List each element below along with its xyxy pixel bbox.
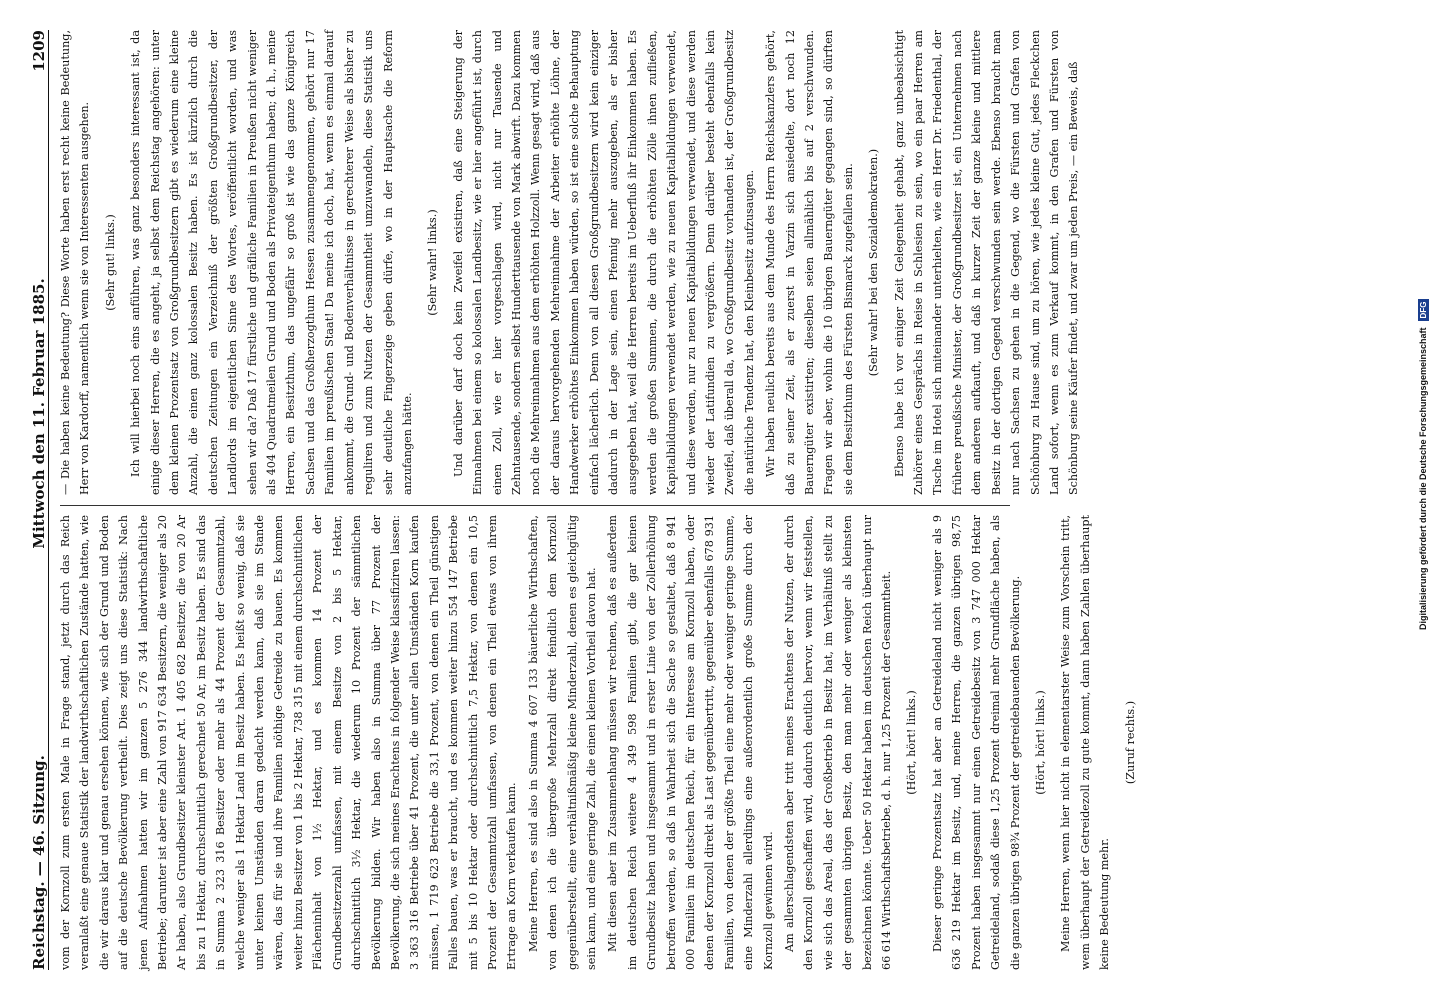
dfg-logo-icon: DFG xyxy=(1418,299,1429,322)
right-column xyxy=(56,30,1086,495)
page-number: 1209 xyxy=(30,30,48,72)
paragraph: Am allerschlagendsten aber tritt meines Erachtens der Nutzen, der durch den Kornzoll geschaffen wird, dadurch deutlich hervor, wenn wir feststellen, wie sich das Areal, das der Großbetrieb in Besitz hat, im Verhältniß stellt zu der gesammten übrigen Besitz, den man mehr oder weniger als kleinsten bezeichnen könnte. Ueber 50 Hektar haben im deutschen Reich überhaupt nur 66 614 Wirthschaftsbetriebe, d. h. nur 1,25 Prozent der Gesammtheit. xyxy=(783,515,894,970)
paragraph: Wir haben neulich bereits aus dem Munde des Herrn Reichskanzlers gehört, daß zu seiner Zeit, als er zuerst in Varzin sich ansiedelte, dort noch 12 Bauerngüter existirten; dieselben seien allmählich bis auf 2 verschwunden. Fragen wir aber, wohin die 10 übrigen Bauerngüter gegangen sind, so dürften sie dem Besitzthum des Fürsten Bismarck zugefallen sein. xyxy=(764,30,855,495)
paragraph: Meine Herren, es sind also in Summa 4 607 133 bäuerliche Wirthschaften, von denen ich die übergroße Mehrzahl direkt feindlich dem Kornzoll gegenüberstellt, eine verhältnißmäßig kleine Minderzahl, denen es gleichgültig sein kann, und eine geringe Zahl, die einen kleinen Vortheil davon hat. xyxy=(526,515,598,970)
paragraph: — Die haben keine Bedeutung? Diese Worte haben erst recht keine Bedeutung, Herr von Kardorff, namentlich wenn sie von Interessenten ausgehen. xyxy=(59,30,92,495)
interjection: (Sehr wahr! links.) xyxy=(426,209,440,316)
interjection: (Hört, hört! links.) xyxy=(905,690,919,795)
paragraph: vom der Kornzoll zum ersten Male in Frage stand, jetzt durch das Reich veranlaßt eine genaue Statistik der landwirthschaftlichen Zustände hatten, wie die wir daraus klar und genau ersehen können, wie sich der Grund und Boden auf die deutsche Bevölkerung vertheilt. Dies zeigt uns diese Statistik: Nach jenen Aufnahmen hatten wir im ganzen 5 276 344 landwirthschaftliche Betriebe; darunter ist aber eine Zahl von 917 634 Besitzern, die weniger als 20 Ar haben, also Grundbesitzer kleinster Art. 1 405 682 Besitzer, die von 20 Ar bis zu 1 Hektar, durchschnittlich gerechnet 50 Ar, im Besitz haben. Es sind das in Summa 2 323 316 Besitzer oder mehr als 44 Prozent der Gesammtzahl, welche weniger als 1 Hektar Land im Besitz haben. Es heißt so wenig, daß sie unter keinen Umständen daran gedacht werden kann, daß sie im Stande wären, das für sie und ihre Familien nöthige Getreide zu bauen. Es kommen weiter hinzu Besitzer von 1 bis 2 Hektar, 738 315 mit einem durchschnittlichen Flächeninhalt von 1½ Hektar, und es kommen 14 Prozent der Grundbesitzerzahl umfassen, mit einem Besitze von 2 bis 5 Hektar, durchschnittlich 3½ Hektar, die wiederum 10 Prozent der sämmtlichen Bevölkerung bilden. Wir haben also in Summa über 77 Prozent der Bevölkerung, die sich meines Erachtens in folgender Weise klassifiziren lassen: 3 363 316 Betriebe über 41 Prozent, die unter allen Umständen Korn kaufen müssen, 1 719 623 Betriebe die 33,1 Prozent, von denen ein Theil günstigen Falles bauen, was er braucht, und es kommen weiter hinzu 554 147 Betriebe mit 5 bis 10 Hektar oder durchschnittlich 7,5 Hektar, von denen ein 10,5 Prozent der Gesammtzahl umfassen, von denen ein Theil etwas von ihrem Ertrage an Korn verkaufen kann. xyxy=(59,515,519,970)
paragraph: Ich will hierbei noch eins anführen, was ganz besonders interessant ist, da einige dieser Herren, die es angeht, ja selbst dem Reichstag angehören: unter dem kleinen Prozentsatz von Großgrundbesitzern gibt es wiederum eine kleine Anzahl, die einen ganz kolossalen Besitz haben. Es ist kürzlich durch die deutschen Zeitungen ein Verzeichniß der größten Großgrundbesitzer, der Landlords im eigentlichen Sinne des Wortes, veröffentlicht worden, und was sehen wir da? Daß 17 fürstliche und gräfliche Familien in Preußen nicht weniger als 404 Quadratmeilen Grund und Boden als Privateigenthum haben; d. h., meine Herren, ein Besitzthum, das ungefähr so groß ist wie das ganze Königreich Sachsen und das Großherzogthum Hessen zusammengenommen, gehört nur 17 Familien im preußischen Staat! Da meine ich doch, hat, wenn es einmal darauf ankommt, die Grund- und Bodenverhältnisse in gerechterer Weise als bisher zu reguliren und zum Nutzen der Gesammtheit umzuwandeln, diese Statistik uns sehr deutliche Fingerzeige geben dürfe, wo in der Hauptsache die Reform anzufangen hätte. xyxy=(129,30,414,495)
interjection: (Zuruf rechts.) xyxy=(1123,700,1137,785)
paragraph: Ebenso habe ich vor einiger Zeit Gelegenheit gehabt, ganz unbeabsichtigt Zuhörer eines Gesprächs in Reise in Schlesien zu sein, wo ein paar Herren am Tische im Hotel sich miteinander unterhielten, wie ein Herr Dr. Friedenthal, der frühere preußische Minister, der Großgrundbesitzer ist, ein Unternehmen nach dem anderen aufkauft, und daß in kurzer Zeit der ganze kleine und mittlere Besitz in der dortigen Gegend verschwunden sein werde. Ebenso braucht man nur nach Sachsen zu gehen in die Gegend, wo die Fürsten und Grafen von Schönburg zu Hause sind, um zu hören, wie jedes kleine Gut, jedes Fleckchen Land sofort, wenn es zum Verkauf kommt, in den Grafen und Fürsten von Schönburg seine Käufer findet, und zwar um jeden Preis, — ein Beweis, daß xyxy=(892,30,1081,495)
interjection: (Sehr gut! links.) xyxy=(103,214,117,311)
paragraph: Dieser geringe Prozentsatz hat aber an Getreideland nicht weniger als 9 636 219 Hektar im Besitz, und, meine Herren, die ganzen übrigen 98,75 Prozent haben insgesammt nur einen Getreidebesitz von 3 747 000 Hektar Getreideland, sodaß diese 1,25 Prozent dreimal mehr Grundfläche haben, als die ganzen übrigen 98¾ Prozent der getreidebauenden Bevölkerung. xyxy=(930,515,1022,970)
header-left: Reichstag. — 46. Sitzung. xyxy=(30,755,48,970)
page-header xyxy=(22,30,49,970)
paragraph: Und darüber darf doch kein Zweifel existiren, daß eine Steigerung der Einnahmen bei einem so kolossalen Landbesitz, wie er hier angeführt ist, durch einen Zoll, wie er hier vorgeschlagen wird, nicht nur Tausende und Zehntausende, sondern selbst Hunderttausende von Mark abwirft. Dazu kommen noch die Mehreinnahmen aus dem erhöhten Holzzoll. Wenn gesagt wird, daß aus der daraus hervorgehenden Mehreinnahme der Arbeiter erhöhte Löhne, der Handwerker erhöhtes Einkommen haben würden, so ist eine solche Behauptung einfach lächerlich. Denn von all diesen Großgrundbesitzern wird kein einziger dadurch in der Lage sein, einen Pfennig mehr auszugeben, als er bisher ausgegeben hat, weil die Herren bereits im Ueberfluß ihr Einkommen haben. Es werden die großen Summen, die durch die erhöhten Zölle ihnen zufließen, Kapitalbildungen verwendet werden, wie zu neuen Kapitalbildungen verwendet, und diese werden, nur zu neuen Kapitalbildungen verwendet, und diese werden wieder der Latifundien zu vergrößern. Denn darüber besteht ebenfalls kein Zweifel, daß überall da, wo Großgrundbesitz vorhanden ist, der Großgrundbesitz die natürliche Tendenz hat, den Kleinbesitz aufzusaugen. xyxy=(451,30,756,495)
left-column xyxy=(56,515,1146,970)
header-center: Mittwoch den 11. Februar 1885. xyxy=(30,278,48,549)
credit-text: Digitalisierung gefördert durch die Deutsche Forschungsgemeinschaft xyxy=(1418,327,1428,630)
digitization-credit xyxy=(1410,0,1432,1000)
interjection: (Sehr wahr! bei den Sozialdemokraten.) xyxy=(867,148,881,377)
column-divider xyxy=(60,505,1010,506)
interjection: (Hört, hört! links.) xyxy=(1033,690,1047,795)
paragraph: Mit diesen aber im Zusammenhang müssen wir rechnen, daß es außerdem im deutschen Reich weitere 4 349 598 Familien gibt, die gar keinen Grundbesitz haben und insgesammt und in erster Linie von der Zollerhöhung betroffen werden, so daß in Wahrheit sich die Sache so gestaltet, daß 8 941 000 Familien im deutschen Reich, für ein Interesse am Kornzoll haben, oder denen der Kornzoll direkt als Last gegenübertritt, gegenüber ebenfalls 678 931 Familien, von denen der größte Theil eine mehr oder weniger geringe Summe, eine Minderzahl allerdings eine außerordentlich große Summe durch der Kornzoll gewinnen wird. xyxy=(606,515,775,970)
paragraph: Meine Herren, wenn hier nicht in elementarster Weise zum Vorschein tritt, wem überhaupt der Getreidezoll zu gute kommt, dann haben Zahlen überhaupt keine Bedeutung mehr. xyxy=(1059,515,1112,970)
